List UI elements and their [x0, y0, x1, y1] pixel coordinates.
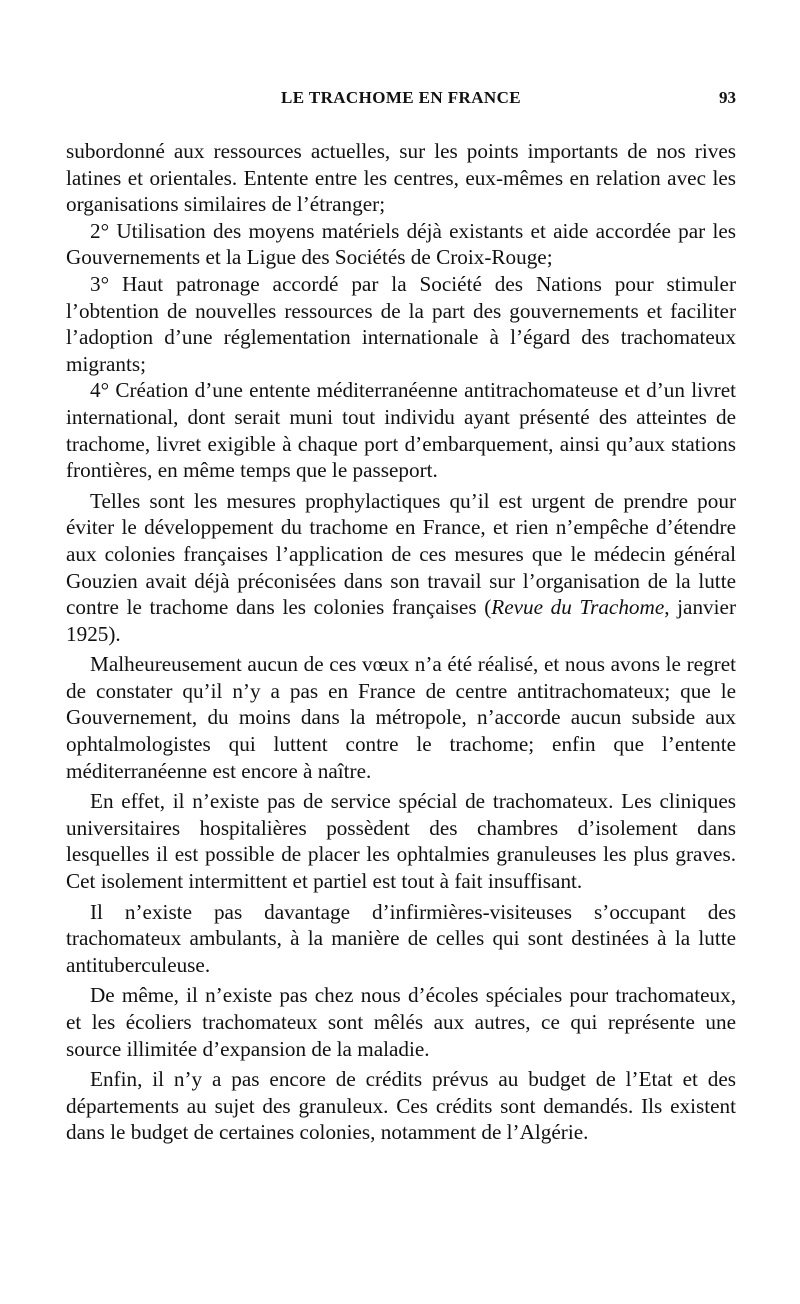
- page-header: [66, 88, 736, 118]
- journal-title: Revue du Trachome: [491, 595, 665, 620]
- book-page: [66, 88, 736, 1146]
- paragraph-visiting-nurses: Il n’existe pas davantage d’infirmières-visiteuses s’occupant des trachomateux ambulants, à la manière de celles qui sont destinées à la lutte antituberculeuse.: [66, 899, 736, 977]
- paragraph-prophylactic-measures: [66, 488, 736, 648]
- paragraph-point-2: 2° Utilisation des moyens matériels déjà existants et aide accordée par les Gouvernements et la Ligue des Sociétés de Croix-Rouge;: [66, 218, 736, 270]
- paragraph-text: , janvier 1925).: [66, 595, 736, 646]
- paragraph-special-schools: De même, il n’existe pas chez nous d’écoles spéciales pour trachomateux, et les écoliers trachomateux sont mêlés aux autres, ce qui représente une source illimitée d’expansion de la maladie.: [66, 983, 736, 1061]
- paragraph-unfortunately: Malheureusement aucun de ces vœux n’a été réalisé, et nous avons le regret de constater qu’il n’y a pas en France de centre antitrachomateux; que le Gouvernement, du moins dans la métropole, n’accorde aucun subside aux ophtalmologistes qui luttent contre le trachome; enfin que l’entente méditerranéenne est encore à naître.: [66, 652, 736, 783]
- paragraph-point-3: 3° Haut patronage accordé par la Société des Nations pour stimuler l’obtention de nouvelles ressources de la part des gouvernements et faciliter l’adoption d’une réglementation internationale à l’égard des trachomateux migrants;: [66, 271, 736, 376]
- page-number: 93: [719, 88, 736, 107]
- running-head: LE TRACHOME EN FRANCE: [281, 88, 521, 107]
- paragraph-in-effect: En effet, il n’existe pas de service spécial de trachomateux. Les cliniques universitaires hospitalières possèdent des chambres d’isolement dans lesquelles il est possible de placer les ophtalmies granuleuses les plus graves. Cet isolement intermittent et partiel est tout à fait insuffisant.: [66, 789, 736, 894]
- page-body: [66, 138, 736, 1146]
- paragraph-point-4: 4° Création d’une entente méditerranéenne antitrachomateuse et d’un livret international, dont serait muni tout individu ayant présenté des atteintes de trachome, livret exigible à chaque port d’embarquement, ainsi qu’aux stations frontières, en même temps que le passeport.: [66, 378, 736, 483]
- paragraph-credits: Enfin, il n’y a pas encore de crédits prévus au budget de l’Etat et des départements au sujet des granuleux. Ces crédits sont demandés. Ils existent dans le budget de certaines colonies, notamment de l’Algérie.: [66, 1067, 736, 1145]
- paragraph-continuation: subordonné aux ressources actuelles, sur les points importants de nos rives latines et orientales. Entente entre les centres, eux-mêmes en relation avec les organisations similaires de l’étranger;: [66, 139, 736, 217]
- paragraph-text: Telles sont les mesures prophylactiques qu’il est urgent de prendre pour éviter le développement du trachome en France, et rien n’empêche d’étendre aux colonies françaises l’application de ces mesures que le médecin général Gouzien avait déjà préconisées dans son travail sur l’organisation de la lutte contre le trachome dans les colonies françaises (: [66, 488, 736, 620]
